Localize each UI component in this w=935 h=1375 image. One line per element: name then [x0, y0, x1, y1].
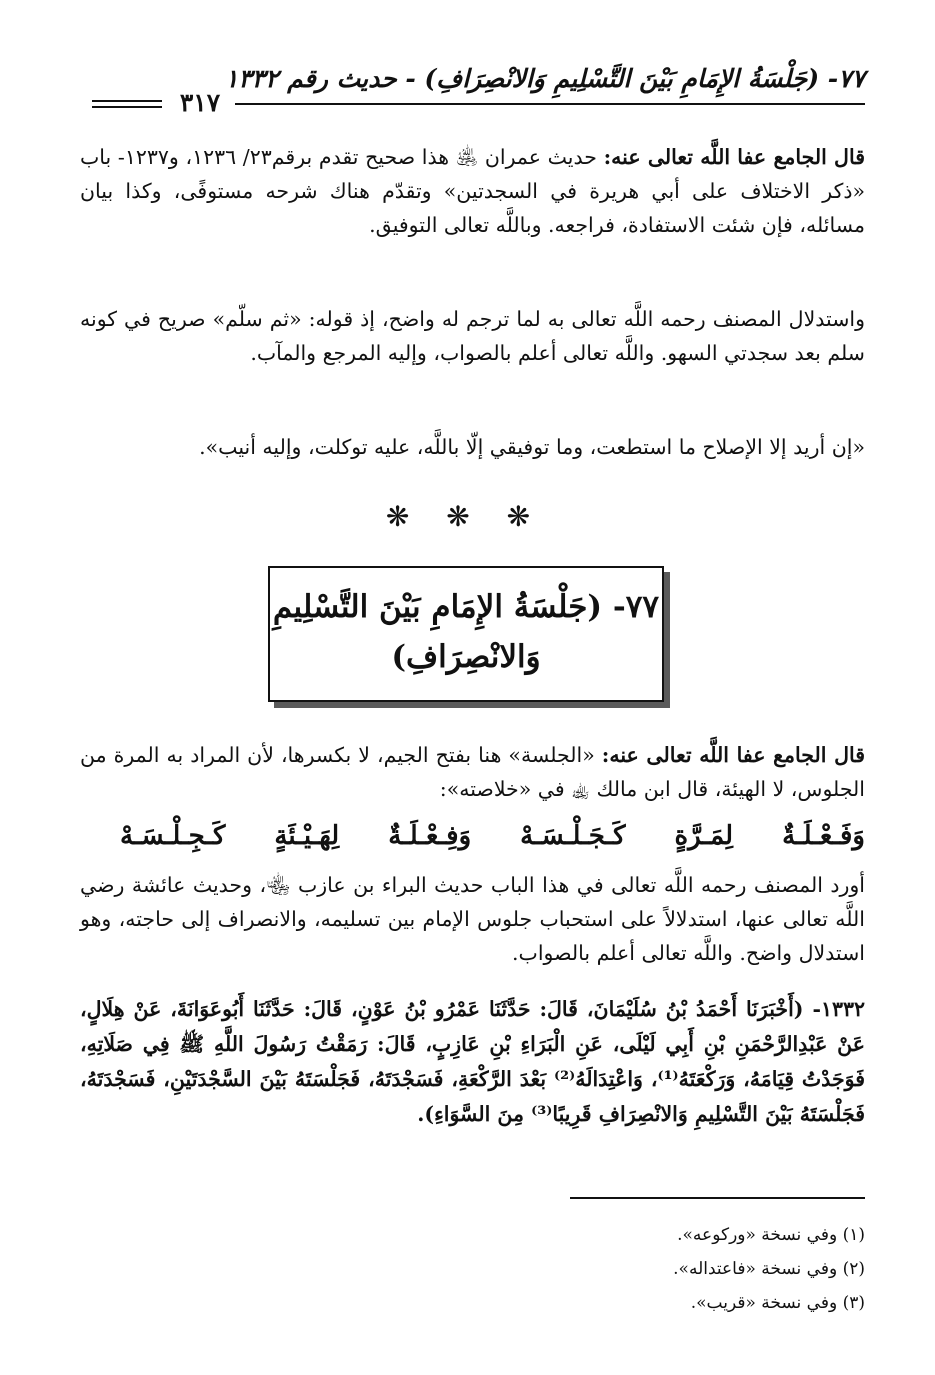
footnote-3: (٣) وفي نسخة «قريب».	[690, 1293, 865, 1313]
poem-word: كَـجِـلْـسَـهْ	[120, 821, 226, 851]
chapter-title-line-2: وَالانْصِرَافِ)	[391, 639, 541, 675]
chapter-title-box	[268, 566, 664, 702]
jami-lead: قال الجامع عفا اللَّه تعالى عنه:	[601, 743, 866, 767]
footnote-2: (٢) وفي نسخة «فاعتداله».	[673, 1259, 865, 1279]
poem-line	[120, 818, 865, 854]
page-number: ٣١٧	[179, 88, 221, 117]
section-separator: ❋ ❋ ❋	[385, 500, 545, 533]
chapter-title	[270, 582, 662, 682]
page-number-rule-bottom	[92, 106, 162, 108]
poem-word: وَفَـعْـلَـةٌ	[782, 821, 865, 851]
jami-lead: قال الجامع عفا اللَّه تعالى عنه:	[603, 145, 865, 169]
header-rule	[235, 103, 865, 105]
footnote-1: (١) وفي نسخة «وركوعه».	[677, 1225, 865, 1245]
running-header: ٧٧- (جَلْسَةُ الإِمَامِ بَيْنَ التَّسْلِيمِ وَالانْصِرَافِ) - حديث رقم ١٣٣٢	[224, 64, 865, 93]
footnote-rule	[570, 1197, 865, 1199]
intro-paragraph-1-text: حديث عمران ﵁ هذا صحيح تقدم برقم٢٣/ ١٢٣٦، و١٢٣٧- باب «ذكر الاختلاف على أبي هريرة في السجدتين» وتقدّم هناك شرحه مستوفًى، وكذا بيان مسائله، فإن شئت الاستفادة، فراجعه. وباللَّه تعالى التوفيق.	[80, 145, 865, 237]
intro-paragraph-1	[80, 140, 865, 242]
poem-word: لِمَـرَّةٍ	[674, 821, 734, 851]
intro-paragraph-2: واستدلال المصنف رحمه اللَّه تعالى به لما ترجم له واضح، إذ قوله: «ثم سلّم» صريح في كونه سلم بعد سجدتي السهو. واللَّه تعالى أعلم بالصواب، وإليه المرجع والمآب.	[80, 307, 865, 365]
poem-word: لِهَـيْـئَةٍ	[274, 821, 340, 851]
chapter-title-line-1: ٧٧- (جَلْسَةُ الإِمَامِ بَيْنَ التَّسْلِيمِ	[272, 589, 660, 625]
commentary-paragraph-1-text: «الجلسة» هنا بفتح الجيم، لا بكسرها، لأن المراد به المرة من الجلوس، لا الهيئة، قال ابن مالك ﵀ في «خلاصته»:	[80, 743, 865, 801]
poem-word: وَفِـعْـلَـةٌ	[388, 821, 472, 851]
commentary-paragraph-1	[80, 738, 865, 806]
poem-word: كَـجَـلْـسَـهْ	[520, 821, 626, 851]
commentary-paragraph-2: أورد المصنف رحمه اللَّه تعالى في هذا الباب حديث البراء بن عازب ﵄، وحديث عائشة رضي اللَّه تعالى عنها، استدلالاً على استحباب جلوس الإمام بين تسليمه، والانصراف إلى حاجته، وهو استدلال واضح. واللَّه تعالى أعلم بالصواب.	[80, 873, 865, 965]
page-number-rule-top	[92, 100, 162, 102]
hadith-text: ١٣٣٢- (أَخْبَرَنَا أَحْمَدُ بْنُ سُلَيْمَانَ، قَالَ: حَدَّثَنَا عَمْرُو بْنُ عَوْنٍ، قَالَ: حَدَّثَنَا أَبُوعَوَانَةَ، عَنْ هِلَالٍ، عَنْ عَبْدِالرَّحْمَنِ بْنِ أَبِي لَيْلَى، عَنِ الْبَرَاءِ بْنِ عَازِبٍ، قَالَ: رَمَقْتُ رَسُولَ اللَّهِ ﷺ فِي صَلَاتِهِ، فَوَجَدْتُ قِيَامَهُ، وَرَكْعَتَهُ⁽¹⁾، وَاعْتِدَالَهُ⁽²⁾ بَعْدَ الرَّكْعَةِ، فَسَجْدَتَهُ، فَجَلْسَتَهُ بَيْنَ السَّجْدَتَيْنِ، فَسَجْدَتَهُ، فَجَلْسَتَهُ بَيْنَ التَّسْلِيمِ وَالانْصِرَافِ قَرِيبًا⁽³⁾ مِنَ السَّوَاءِ).	[80, 997, 866, 1126]
intro-paragraph-3: «إن أريد إلا الإصلاح ما استطعت، وما توفيقي إلّا باللَّه، عليه توكلت، وإليه أنيب».	[199, 435, 865, 459]
